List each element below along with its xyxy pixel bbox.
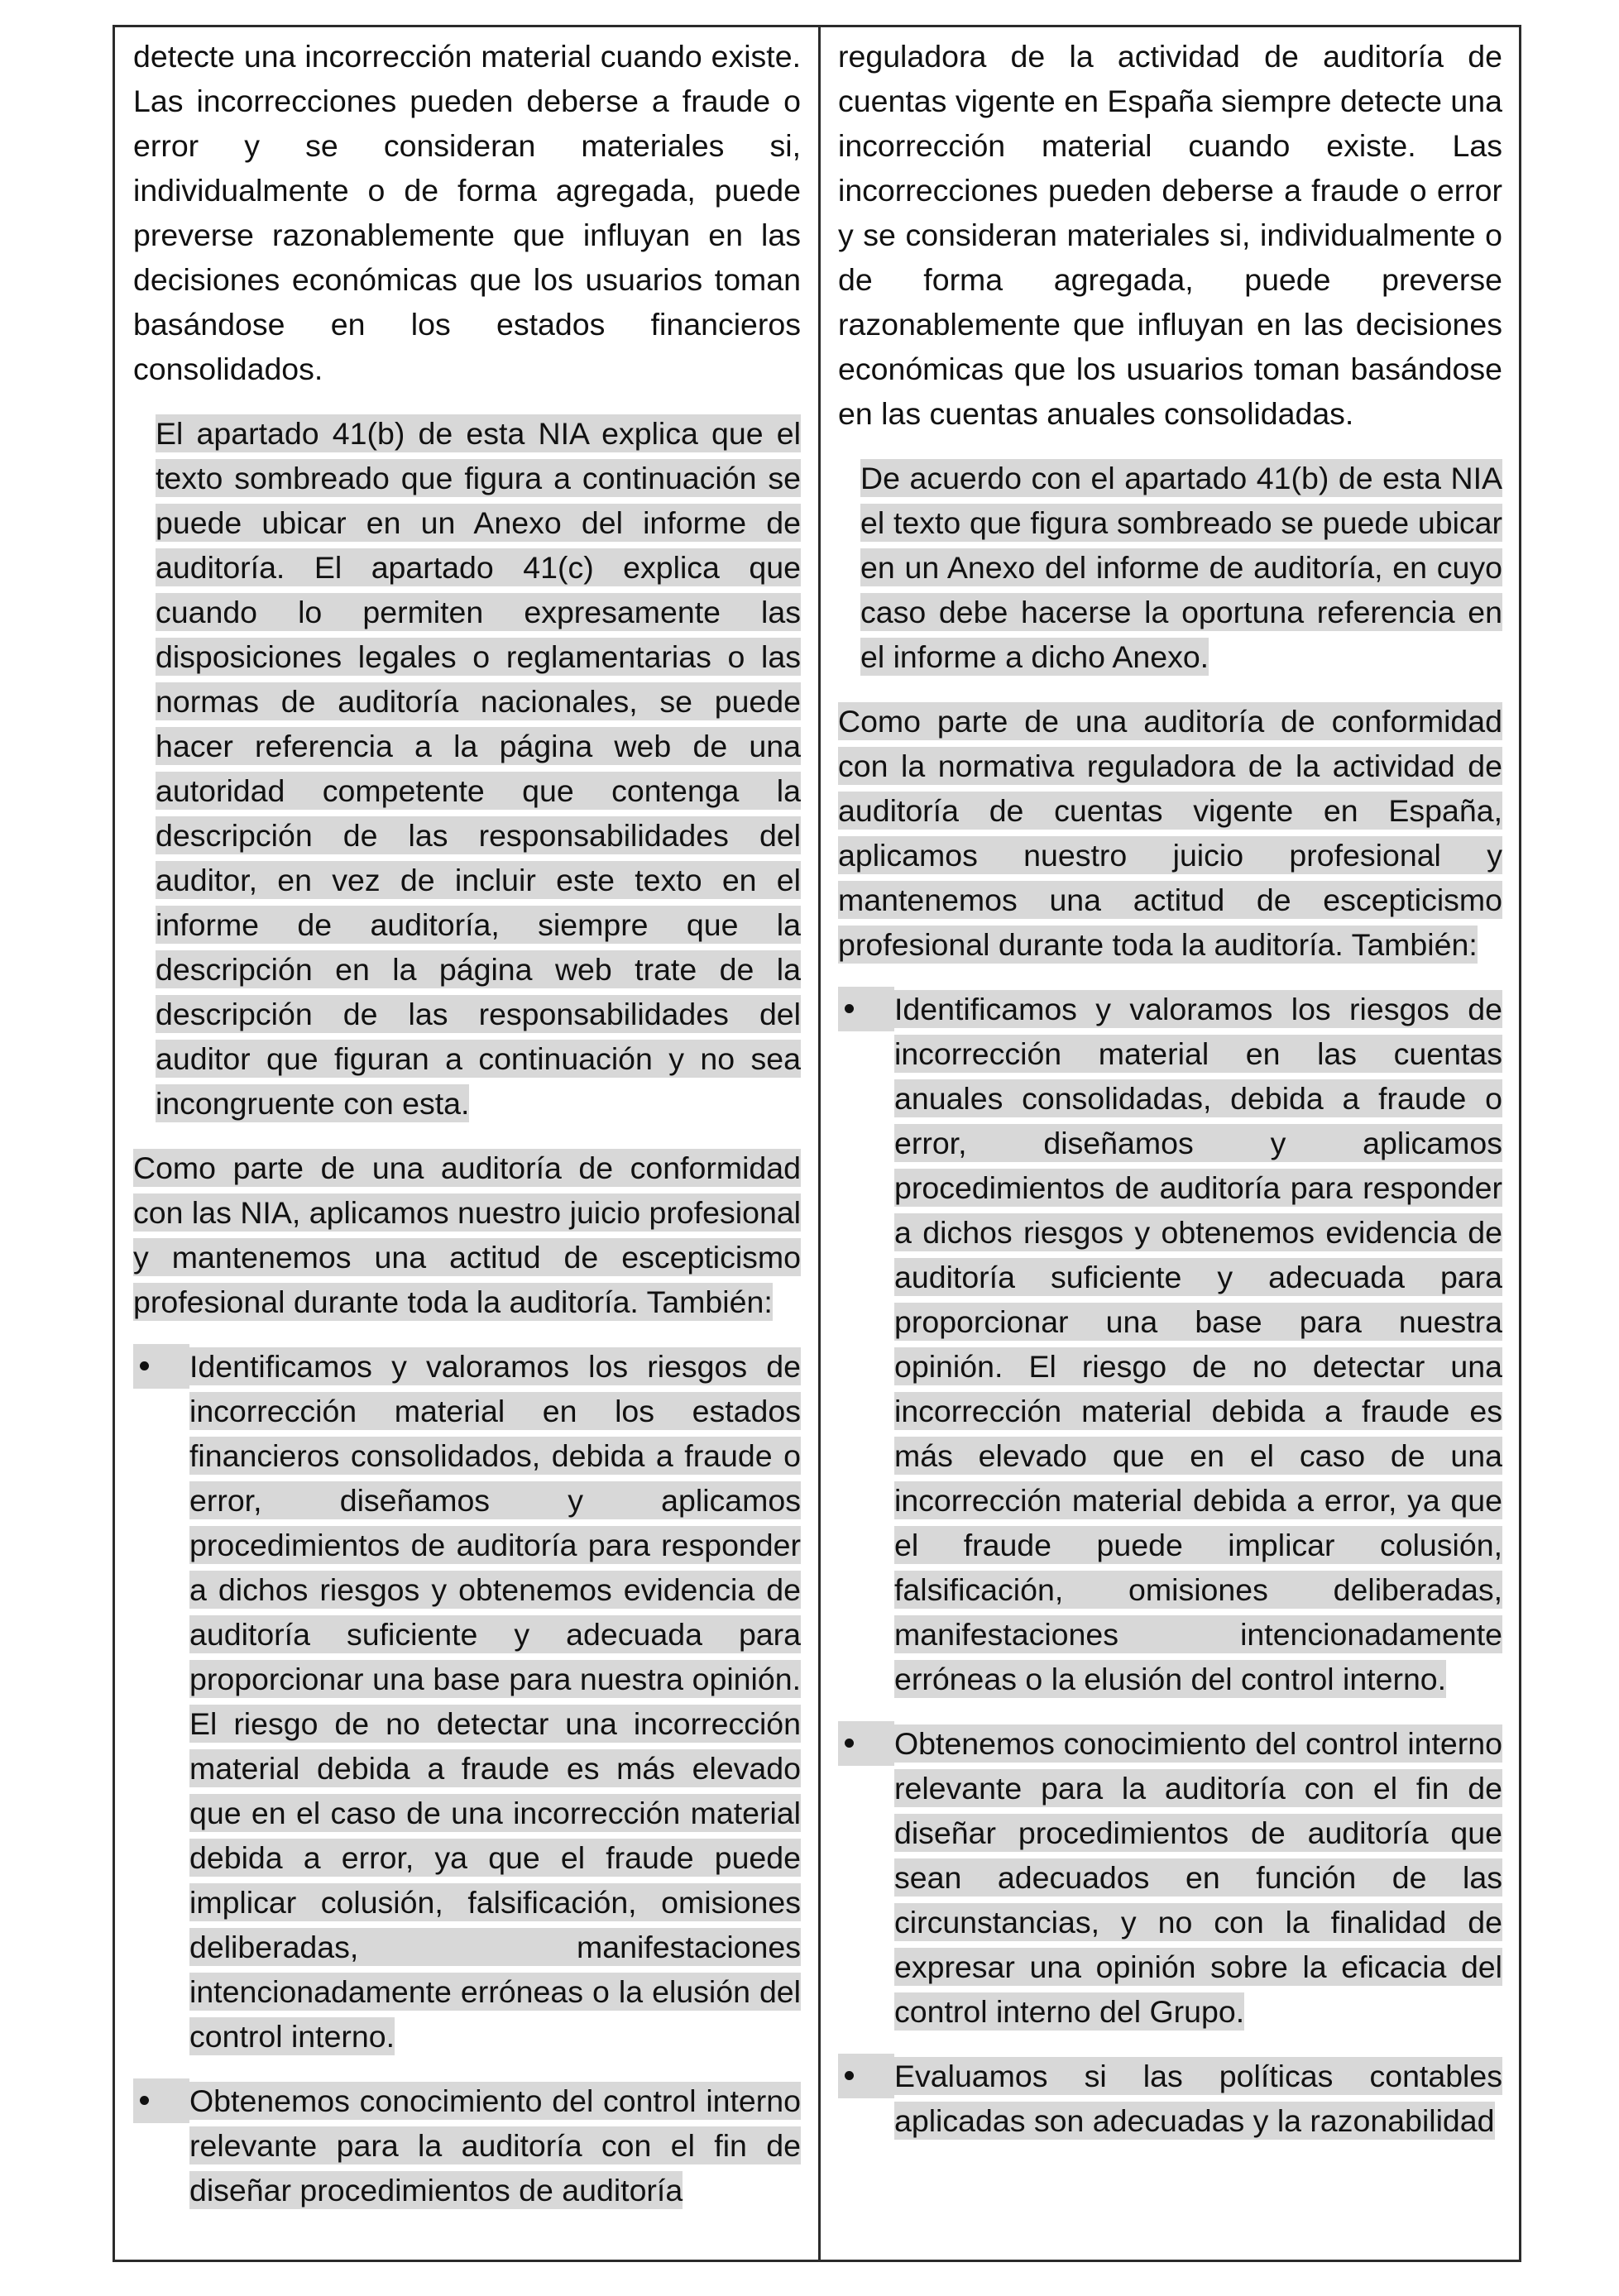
bullet-spacer (153, 1344, 189, 1389)
bullet-icon (838, 2054, 858, 2098)
left-bullet-text-1: Identificamos y valoramos los riesgos de incorrección material en los estados financieros consolidados, debida a fraude o error, diseñamos y aplicamos procedimientos de auditoría para responder a dichos riesgos y obtenemos evidencia de auditoría suficiente y adecuada para proporcionar una base para nuestra opinión. El riesgo de no detectar una incorrección material debida a fraude es más elevado que en el caso de una incorrección material debida a error, ya que el fraude puede implicar colusión, falsificación, omisiones deliberadas, manifestaciones intencionadamente erróneas o la elusión del control interno. (189, 1349, 801, 2054)
left-column-nia-version (115, 27, 821, 2260)
bullet-icon (838, 1721, 858, 1766)
bullet-spacer (858, 987, 894, 1031)
right-note-text: De acuerdo con el apartado 41(b) de esta NIA el texto que figura sombreado se puede ubicar en un Anexo del informe de auditoría, en cuyo caso debe hacerse la oportuna referencia en el informe a dicho Anexo. (860, 461, 1502, 674)
left-intro-paragraph (133, 34, 801, 391)
list-item (133, 1344, 801, 2059)
right-bullet-list (838, 987, 1502, 2143)
right-audit-paragraph (838, 699, 1502, 967)
left-bullet-text-2: Obtenemos conocimiento del control interno relevante para la auditoría con el fin de diseñar procedimientos de auditoría (189, 2083, 801, 2208)
bullet-icon (838, 987, 858, 1031)
list-item (133, 2078, 801, 2212)
left-audit-paragraph-text: Como parte de una auditoría de conformidad con las NIA, aplicamos nuestro juicio profesional y mantenemos una actitud de escepticismo profesional durante toda la auditoría. También: (133, 1150, 801, 1319)
left-bullet-list (133, 1344, 801, 2212)
right-column-spain-version (821, 27, 1519, 2260)
bullet-icon (133, 1344, 153, 1389)
two-column-comparison-table (113, 25, 1521, 2262)
list-item (838, 1721, 1502, 2034)
right-audit-paragraph-text: Como parte de una auditoría de conformidad con la normativa reguladora de la actividad de auditoría de cuentas vigente en España, aplicamos nuestro juicio profesional y mantenemos una actitud de escepticismo profesional durante toda la auditoría. También: (838, 704, 1502, 962)
list-item (838, 2054, 1502, 2143)
right-bullet-text-3: Evaluamos si las políticas contables aplicadas son adecuadas y la razonabilidad (894, 2059, 1502, 2138)
left-shaded-note (156, 411, 801, 1126)
right-intro-text: reguladora de la actividad de auditoría de cuentas vigente en España siempre detecte una incorrección material cuando existe. Las incorrecciones pueden deberse a fraude o error y se consideran materiales si, individualmente o de forma agregada, puede preverse razonablemente que influyan en las decisiones económicas que los usuarios toman basándose en las cuentas anuales consolidadas. (838, 39, 1502, 431)
list-item (838, 987, 1502, 1701)
bullet-spacer (858, 1721, 894, 1766)
right-bullet-text-2: Obtenemos conocimiento del control interno relevante para la auditoría con el fin de diseñar procedimientos de auditoría que sean adecuados en función de las circunstancias, y no con la finalidad de expresar una opinión sobre la eficacia del control interno del Grupo. (894, 1726, 1502, 2029)
right-intro-paragraph (838, 34, 1502, 436)
right-bullet-text-1: Identificamos y valoramos los riesgos de incorrección material en las cuentas anuales consolidadas, debida a fraude o error, diseñamos y aplicamos procedimientos de auditoría para responder a dichos riesgos y obtenemos evidencia de auditoría suficiente y adecuada para proporcionar una base para nuestra opinión. El riesgo de no detectar una incorrección material debida a fraude es más elevado que en el caso de una incorrección material debida a error, ya que el fraude puede implicar colusión, falsificación, omisiones deliberadas, manifestaciones intencionadamente erróneas o la elusión del control interno. (894, 992, 1502, 1696)
left-audit-paragraph (133, 1146, 801, 1324)
bullet-spacer (858, 2054, 894, 2098)
left-intro-text: detecte una incorrección material cuando existe. Las incorrecciones pueden deberse a fraude o error y se consideran materiales si, individualmente o de forma agregada, puede preverse razonablemente que influyan en las decisiones económicas que los usuarios toman basándose en los estados financieros consolidados. (133, 39, 801, 386)
right-shaded-note (860, 456, 1502, 679)
bullet-spacer (153, 2078, 189, 2123)
bullet-icon (133, 2078, 153, 2123)
left-note-text: El apartado 41(b) de esta NIA explica que el texto sombreado que figura a continuación se puede ubicar en un Anexo del informe de auditoría. El apartado 41(c) explica que cuando lo permiten expresamente las disposiciones legales o reglamentarias o las normas de auditoría nacionales, se puede hacer referencia a la página web de una autoridad competente que contenga la descripción de las responsabilidades del auditor, en vez de incluir este texto en el informe de auditoría, siempre que la descripción en la página web trate de la descripción de las responsabilidades del auditor que figuran a continuación y no sea incongruente con esta. (156, 416, 801, 1121)
